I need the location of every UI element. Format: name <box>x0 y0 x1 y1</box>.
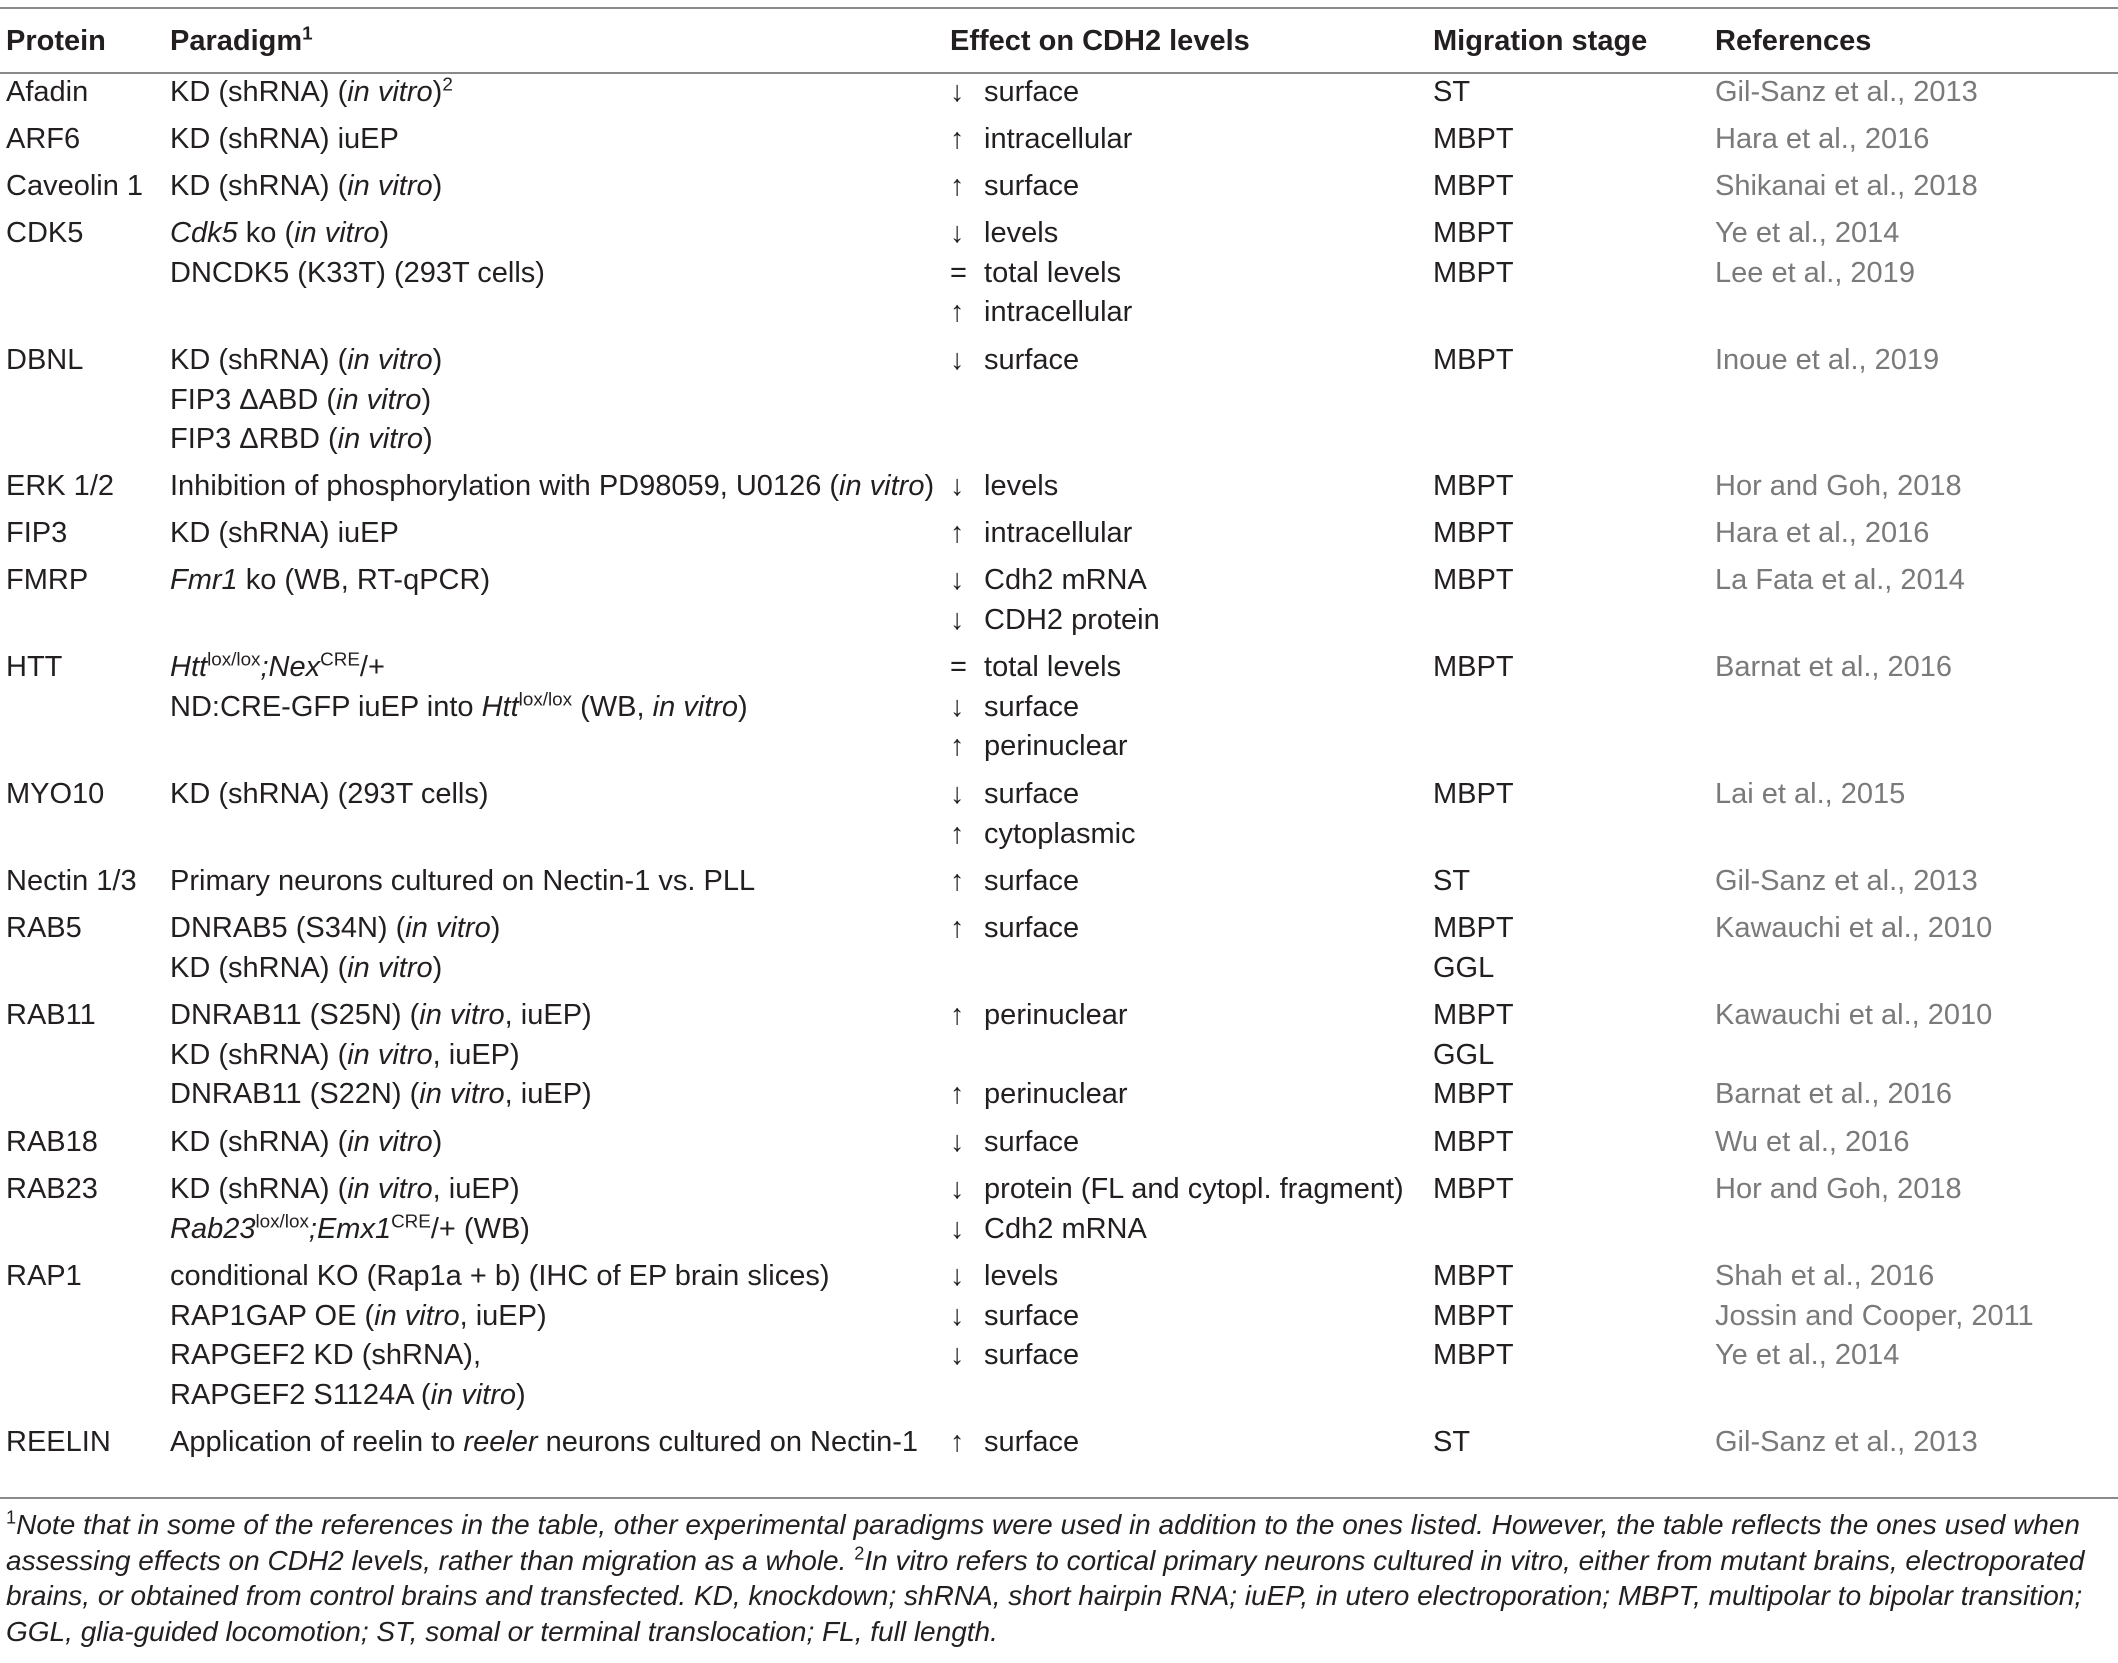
paradigm-cell: DNRAB11 (S25N) (in vitro, iuEP) <box>170 999 592 1032</box>
effect-cell: ↓ surface <box>950 688 1079 728</box>
arrow-down-icon: ↓ <box>950 1126 965 1159</box>
stage-cell: ST <box>1433 76 1471 109</box>
reference-cell: Hor and Goh, 2018 <box>1715 470 1962 503</box>
paradigm-cell: RAPGEF2 KD (shRNA), <box>170 1339 481 1372</box>
stage-cell: MBPT <box>1433 1339 1514 1372</box>
arrow-down-icon: ↓ <box>950 1299 965 1332</box>
protein-cell: RAB23 <box>6 1173 98 1206</box>
paradigm-cell: KD (shRNA) (in vitro)$^2$ <box>170 73 453 109</box>
reference-cell: Barnat et al., 2016 <box>1715 1078 1952 1111</box>
protein-cell: MYO10 <box>6 778 105 811</box>
stage-cell: MBPT <box>1433 999 1514 1032</box>
effect-cell: ↓ CDH2 protein <box>950 601 1160 641</box>
effect-cell: ↓ levels <box>950 467 1058 507</box>
arrow-down-icon: ↓ <box>950 76 965 109</box>
paradigm-cell: Htt$^{lox/lox}$;Nex$^{CRE}$/+ <box>170 648 385 684</box>
stage-cell: MBPT <box>1433 217 1514 250</box>
stage-cell: GGL <box>1433 1038 1495 1071</box>
arrow-up-icon: ↑ <box>950 999 965 1032</box>
protein-cell: FMRP <box>6 564 89 597</box>
paradigm-cell: RAPGEF2 S1124A (in vitro) <box>170 1378 526 1411</box>
header-paradigm: Paradigm$^1$ <box>170 22 313 57</box>
effect-cell: ↓ surface <box>950 775 1079 815</box>
reference-cell: Ye et al., 2014 <box>1715 1339 1900 1372</box>
paradigm-cell: DNRAB11 (S22N) (in vitro, iuEP) <box>170 1078 592 1111</box>
protein-cell: DBNL <box>6 344 84 377</box>
paradigm-cell: DNRAB5 (S34N) (in vitro) <box>170 912 501 945</box>
paradigm-cell: KD (shRNA) (in vitro) <box>170 170 443 203</box>
protein-cell: ARF6 <box>6 123 81 156</box>
protein-cell: CDK5 <box>6 217 84 250</box>
paradigm-cell: Primary neurons cultured on Nectin-1 vs. PLL <box>170 865 756 898</box>
paradigm-cell: RAP1GAP OE (in vitro, iuEP) <box>170 1299 547 1332</box>
reference-cell: Shah et al., 2016 <box>1715 1260 1935 1293</box>
protein-cell: Afadin <box>6 76 89 109</box>
reference-cell: Wu et al., 2016 <box>1715 1126 1910 1159</box>
reference-cell: Hara et al., 2016 <box>1715 517 1930 550</box>
arrow-down-icon: ↓ <box>950 344 965 377</box>
bottom-rule <box>0 1497 2118 1499</box>
header-migration-stage: Migration stage <box>1433 25 1648 57</box>
header-effect: Effect on CDH2 levels <box>950 25 1250 57</box>
stage-cell: ST <box>1433 1426 1471 1459</box>
effect-cell: ↓ surface <box>950 341 1079 381</box>
protein-cell: ERK 1/2 <box>6 470 114 503</box>
effect-cell: ↑ perinuclear <box>950 727 1128 767</box>
effect-cell: ↓ levels <box>950 1257 1058 1297</box>
arrow-down-icon: ↓ <box>950 217 965 250</box>
reference-cell: Barnat et al., 2016 <box>1715 651 1952 684</box>
paradigm-cell: Inhibition of phosphorylation with PD98059, U0126 (in vitro) <box>170 470 935 503</box>
stage-cell: MBPT <box>1433 564 1514 597</box>
arrow-up-icon: ↑ <box>950 865 965 898</box>
paradigm-cell: Fmr1 ko (WB, RT-qPCR) <box>170 564 491 597</box>
effect-cell: ↓ Cdh2 mRNA <box>950 1210 1147 1250</box>
arrow-up-icon: ↑ <box>950 123 965 156</box>
paradigm-cell: KD (shRNA) (in vitro) <box>170 951 443 984</box>
arrow-up-icon: ↑ <box>950 1078 965 1111</box>
stage-cell: MBPT <box>1433 1260 1514 1293</box>
arrow-down-icon: ↓ <box>950 690 965 723</box>
protein-cell: HTT <box>6 651 63 684</box>
effect-cell: ↓ surface <box>950 1297 1079 1337</box>
equals-icon: = <box>950 256 967 289</box>
protein-cell: REELIN <box>6 1426 111 1459</box>
paradigm-cell: Application of reelin to reeler neurons cultured on Nectin-1 <box>170 1426 919 1459</box>
reference-cell: La Fata et al., 2014 <box>1715 564 1965 597</box>
effect-cell: ↑ intracellular <box>950 293 1132 333</box>
effect-cell: ↑ surface <box>950 862 1079 902</box>
paradigm-cell: Cdk5 ko (in vitro) <box>170 217 390 250</box>
arrow-down-icon: ↓ <box>950 778 965 811</box>
arrow-up-icon: ↑ <box>950 817 965 850</box>
effect-cell: ↓ levels <box>950 214 1058 254</box>
effect-cell: ↑ cytoplasmic <box>950 815 1136 855</box>
stage-cell: MBPT <box>1433 1078 1514 1111</box>
table-footnote: $^1$Note that in some of the references in the table, other experimental paradigms were used in addition to the ones listed. However, the table reflects the ones used when assessing effects on CDH2 levels, rather than migration as a whole. $^2$In vitro refers to cortical primary neurons cultured in vitro, either from mutant brains, electroporated brains, or obtained from control brains and transfected. KD, knockdown; shRNA, short hairpin RNA; iuEP, in utero electroporation; MBPT, multipolar to bipolar transition; GGL, glia-guided locomotion; ST, somal or terminal translocation; FL, full length. <box>6 1507 2085 1647</box>
effect-cell: ↑ surface <box>950 167 1079 207</box>
paradigm-cell: FIP3 ΔABD (in vitro) <box>170 383 432 416</box>
stage-cell: MBPT <box>1433 123 1514 156</box>
effect-cell: ↑ perinuclear <box>950 996 1128 1036</box>
stage-cell: MBPT <box>1433 1126 1514 1159</box>
effect-cell: ↓ protein (FL and cytopl. fragment) <box>950 1170 1404 1210</box>
protein-cell: Nectin 1/3 <box>6 865 137 898</box>
arrow-down-icon: ↓ <box>950 470 965 503</box>
reference-cell: Hor and Goh, 2018 <box>1715 1173 1962 1206</box>
paradigm-cell: DNCDK5 (K33T) (293T cells) <box>170 256 545 289</box>
arrow-down-icon: ↓ <box>950 564 965 597</box>
arrow-down-icon: ↓ <box>950 1260 965 1293</box>
effect-cell: ↑ perinuclear <box>950 1075 1128 1115</box>
stage-cell: MBPT <box>1433 344 1514 377</box>
arrow-down-icon: ↓ <box>950 603 965 636</box>
paradigm-cell: KD (shRNA) (in vitro) <box>170 1126 443 1159</box>
reference-cell: Kawauchi et al., 2010 <box>1715 912 1993 945</box>
reference-cell: Jossin and Cooper, 2011 <box>1715 1299 2034 1332</box>
header-protein: Protein <box>6 25 106 57</box>
effect-cell: ↓ surface <box>950 1123 1079 1163</box>
paradigm-cell: KD (shRNA) (293T cells) <box>170 778 489 811</box>
header-references: References <box>1715 25 1872 57</box>
effect-cell: ↓ surface <box>950 1336 1079 1376</box>
protein-cell: RAB11 <box>6 999 96 1032</box>
stage-cell: MBPT <box>1433 517 1514 550</box>
arrow-down-icon: ↓ <box>950 1212 965 1245</box>
protein-cell: Caveolin 1 <box>6 170 144 203</box>
paradigm-cell: KD (shRNA) iuEP <box>170 517 399 550</box>
effect-cell: ↓ Cdh2 mRNA <box>950 561 1147 601</box>
protein-cell: RAB5 <box>6 912 82 945</box>
protein-cell: RAP1 <box>6 1260 82 1293</box>
reference-cell: Ye et al., 2014 <box>1715 217 1900 250</box>
reference-cell: Gil-Sanz et al., 2013 <box>1715 76 1978 109</box>
paradigm-cell: KD (shRNA) (in vitro) <box>170 344 443 377</box>
paradigm-cell: $Rab23^{lox/lox};Emx1^{CRE}/+ (WB)$ <box>170 1210 530 1245</box>
reference-cell: Gil-Sanz et al., 2013 <box>1715 1426 1978 1459</box>
stage-cell: MBPT <box>1433 470 1514 503</box>
stage-cell: MBPT <box>1433 912 1514 945</box>
reference-cell: Lai et al., 2015 <box>1715 778 1906 811</box>
paradigm-cell: KD (shRNA) (in vitro, iuEP) <box>170 1173 520 1206</box>
effect-cell: ↓ surface <box>950 73 1079 113</box>
arrow-down-icon: ↓ <box>950 1339 965 1372</box>
stage-cell: MBPT <box>1433 778 1514 811</box>
top-rule <box>0 7 2118 9</box>
arrow-up-icon: ↑ <box>950 170 965 203</box>
arrow-up-icon: ↑ <box>950 517 965 550</box>
equals-icon: = <box>950 651 967 684</box>
stage-cell: ST <box>1433 865 1471 898</box>
protein-cell: FIP3 <box>6 517 68 550</box>
reference-cell: Hara et al., 2016 <box>1715 123 1930 156</box>
effect-cell: ↑ surface <box>950 1423 1079 1463</box>
paradigm-cell: KD (shRNA) iuEP <box>170 123 399 156</box>
stage-cell: MBPT <box>1433 170 1514 203</box>
paradigm-cell: ND:CRE-GFP iuEP into Htt$^{lox/lox}$ (WB, in vitro) <box>170 688 748 723</box>
arrow-up-icon: ↑ <box>950 912 965 945</box>
paradigm-cell: KD (shRNA) (in vitro, iuEP) <box>170 1038 520 1071</box>
paradigm-cell: FIP3 ΔRBD (in vitro) <box>170 423 433 456</box>
arrow-up-icon: ↑ <box>950 1426 965 1459</box>
stage-cell: GGL <box>1433 951 1495 984</box>
stage-cell: MBPT <box>1433 1299 1514 1332</box>
effect-cell: ↑ intracellular <box>950 514 1132 554</box>
paradigm-cell: conditional KO (Rap1a + b) (IHC of EP brain slices) <box>170 1260 830 1293</box>
effect-cell: = total levels <box>950 254 1121 294</box>
protein-cell: RAB18 <box>6 1126 98 1159</box>
reference-cell: Kawauchi et al., 2010 <box>1715 999 1993 1032</box>
effect-cell: = total levels <box>950 648 1121 688</box>
stage-cell: MBPT <box>1433 1173 1514 1206</box>
effect-cell: ↑ intracellular <box>950 120 1132 160</box>
effect-cell: ↑ surface <box>950 909 1079 949</box>
arrow-down-icon: ↓ <box>950 1173 965 1206</box>
reference-cell: Gil-Sanz et al., 2013 <box>1715 865 1978 898</box>
arrow-up-icon: ↑ <box>950 730 965 763</box>
reference-cell: Shikanai et al., 2018 <box>1715 170 1978 203</box>
reference-cell: Lee et al., 2019 <box>1715 256 1915 289</box>
stage-cell: MBPT <box>1433 651 1514 684</box>
arrow-up-icon: ↑ <box>950 296 965 329</box>
stage-cell: MBPT <box>1433 256 1514 289</box>
reference-cell: Inoue et al., 2019 <box>1715 344 1940 377</box>
